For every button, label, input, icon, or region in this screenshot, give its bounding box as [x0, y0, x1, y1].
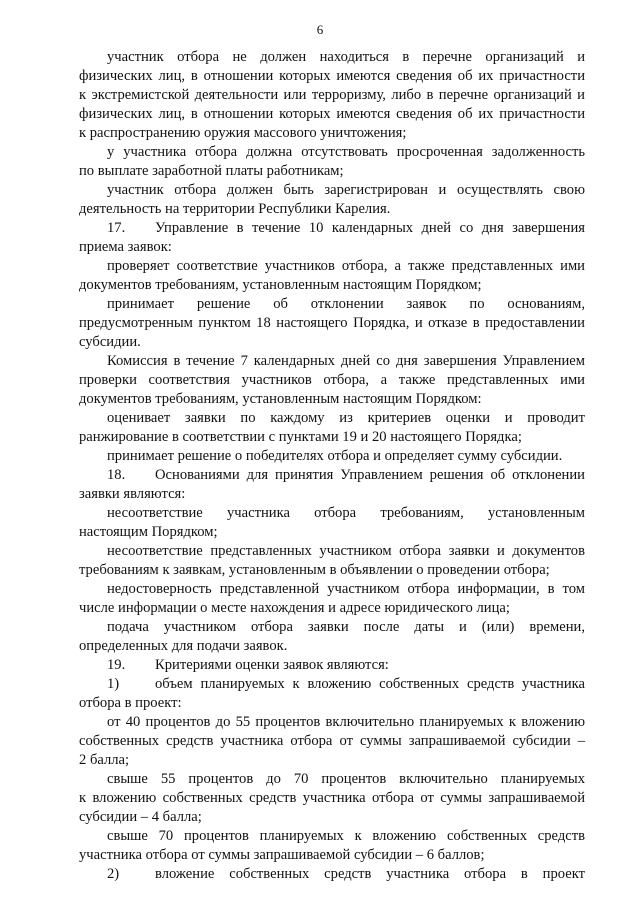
text-line	[79, 390, 585, 409]
line-text: у участника отбора должна отсутствовать просроченная задолженность	[107, 144, 585, 160]
text-line	[79, 181, 585, 200]
text-line	[79, 48, 585, 67]
clause-number: 17.	[107, 220, 126, 236]
line-text: физических лиц, в отношении которых имеются сведения об их причастности	[79, 68, 585, 84]
text-line	[79, 219, 585, 238]
line-text: участник отбора не должен находиться в перечне организаций и	[107, 49, 585, 65]
line-text: субсидии – 4 балла;	[79, 809, 202, 825]
line-text: несоответствие участника отбора требованиям, установленным	[107, 505, 585, 521]
line-text: недостоверность представленной участником отбора информации, в том	[107, 581, 585, 597]
text-line	[79, 599, 585, 618]
line-text: проверяет соответствие участников отбора, а также представленных ими	[107, 258, 585, 274]
line-text: 2 балла;	[79, 752, 130, 768]
text-line	[79, 295, 585, 314]
text-line	[79, 637, 585, 656]
text-line	[79, 751, 585, 770]
line-text: требованиям к заявкам, установленным в объявлении о проведении отбора;	[79, 562, 550, 578]
text-line	[79, 504, 585, 523]
text-line	[79, 865, 585, 884]
text-line	[79, 352, 585, 371]
line-text: отбора в проект:	[79, 695, 182, 711]
text-line	[79, 200, 585, 219]
text-line	[79, 124, 585, 143]
clause-number: 19.	[107, 657, 126, 673]
text-line	[79, 238, 585, 257]
text-line	[79, 694, 585, 713]
clause-number: 2)	[107, 866, 120, 882]
clause-number: 1)	[107, 676, 120, 692]
line-text: субсидии.	[79, 334, 141, 350]
line-text: Основаниями для принятия Управлением решения об отклонении	[155, 467, 585, 483]
line-text: участника отбора от суммы запрашиваемой субсидии – 6 баллов;	[79, 847, 485, 863]
text-line	[79, 428, 585, 447]
line-text: Комиссия в течение 7 календарных дней со дня завершения Управлением	[107, 353, 585, 369]
line-text: принимает решение об отклонении заявок по основаниям,	[107, 296, 585, 312]
line-text: от 40 процентов до 55 процентов включительно планируемых к вложению	[107, 714, 585, 730]
clause-number: 18.	[107, 467, 126, 483]
line-text: участник отбора должен быть зарегистрирован и осуществлять свою	[107, 182, 585, 198]
text-line	[79, 523, 585, 542]
text-line	[79, 276, 585, 295]
line-text: документов требованиям, установленным настоящим Порядком;	[79, 277, 482, 293]
line-text: собственных средств участника отбора от суммы запрашиваемой субсидии –	[79, 733, 585, 749]
text-line	[79, 732, 585, 751]
line-text: свыше 70 процентов планируемых к вложению собственных средств	[107, 828, 585, 844]
text-line	[79, 542, 585, 561]
text-line	[79, 656, 585, 675]
text-line	[79, 314, 585, 333]
line-text: заявки являются:	[79, 486, 186, 502]
text-line	[79, 333, 585, 352]
text-line	[79, 67, 585, 86]
line-text: к распространению оружия массового уничтожения;	[79, 125, 407, 141]
text-line	[79, 770, 585, 789]
text-line	[79, 618, 585, 637]
text-line	[79, 409, 585, 428]
text-line	[79, 371, 585, 390]
text-line	[79, 713, 585, 732]
line-text: документов требованиям, установленным настоящим Порядком:	[79, 391, 482, 407]
line-text: вложение собственных средств участника отбора в проект	[155, 866, 585, 882]
line-text: Критериями оценки заявок являются:	[155, 657, 389, 673]
text-line	[79, 162, 585, 181]
text-line	[79, 257, 585, 276]
text-line	[79, 86, 585, 105]
line-text: деятельность на территории Республики Карелия.	[79, 201, 391, 217]
line-text: оценивает заявки по каждому из критериев оценки и проводит	[107, 410, 585, 426]
line-text: к экстремистской деятельности или терроризму, либо в перечне организаций и	[79, 87, 585, 103]
document-body	[79, 48, 585, 884]
text-line	[79, 485, 585, 504]
line-text: числе информации о месте нахождения и адресе юридического лица;	[79, 600, 510, 616]
line-text: несоответствие представленных участником отбора заявки и документов	[107, 543, 585, 559]
text-line	[79, 580, 585, 599]
line-text: принимает решение о победителях отбора и определяет сумму субсидии.	[107, 448, 563, 464]
page-number: 6	[316, 22, 324, 37]
text-line	[79, 561, 585, 580]
text-line	[79, 447, 585, 466]
line-text: приема заявок:	[79, 239, 172, 255]
line-text: по выплате заработной платы работникам;	[79, 163, 344, 179]
text-line	[79, 846, 585, 865]
line-text: объем планируемых к вложению собственных средств участника	[155, 676, 585, 692]
text-line	[79, 466, 585, 485]
line-text: ранжирование в соответствии с пунктами 19 и 20 настоящего Порядка;	[79, 429, 522, 445]
text-line	[79, 827, 585, 846]
text-line	[79, 143, 585, 162]
line-text: настоящим Порядком;	[79, 524, 218, 540]
line-text: подача участником отбора заявки после даты и (или) времени,	[107, 619, 585, 635]
text-line	[79, 675, 585, 694]
text-line	[79, 105, 585, 124]
line-text: определенных для подачи заявок.	[79, 638, 288, 654]
line-text: физических лиц, в отношении которых имеются сведения об их причастности	[79, 106, 585, 122]
line-text: Управление в течение 10 календарных дней со дня завершения	[155, 220, 585, 236]
text-line	[79, 789, 585, 808]
line-text: к вложению собственных средств участника отбора от суммы запрашиваемой	[79, 790, 585, 806]
line-text: предусмотренным пунктом 18 настоящего Порядка, и отказе в предоставлении	[79, 315, 585, 331]
text-line	[79, 808, 585, 827]
line-text: свыше 55 процентов до 70 процентов включительно планируемых	[107, 771, 585, 787]
line-text: проверки соответствия участников отбора, а также представленных ими	[79, 372, 585, 388]
